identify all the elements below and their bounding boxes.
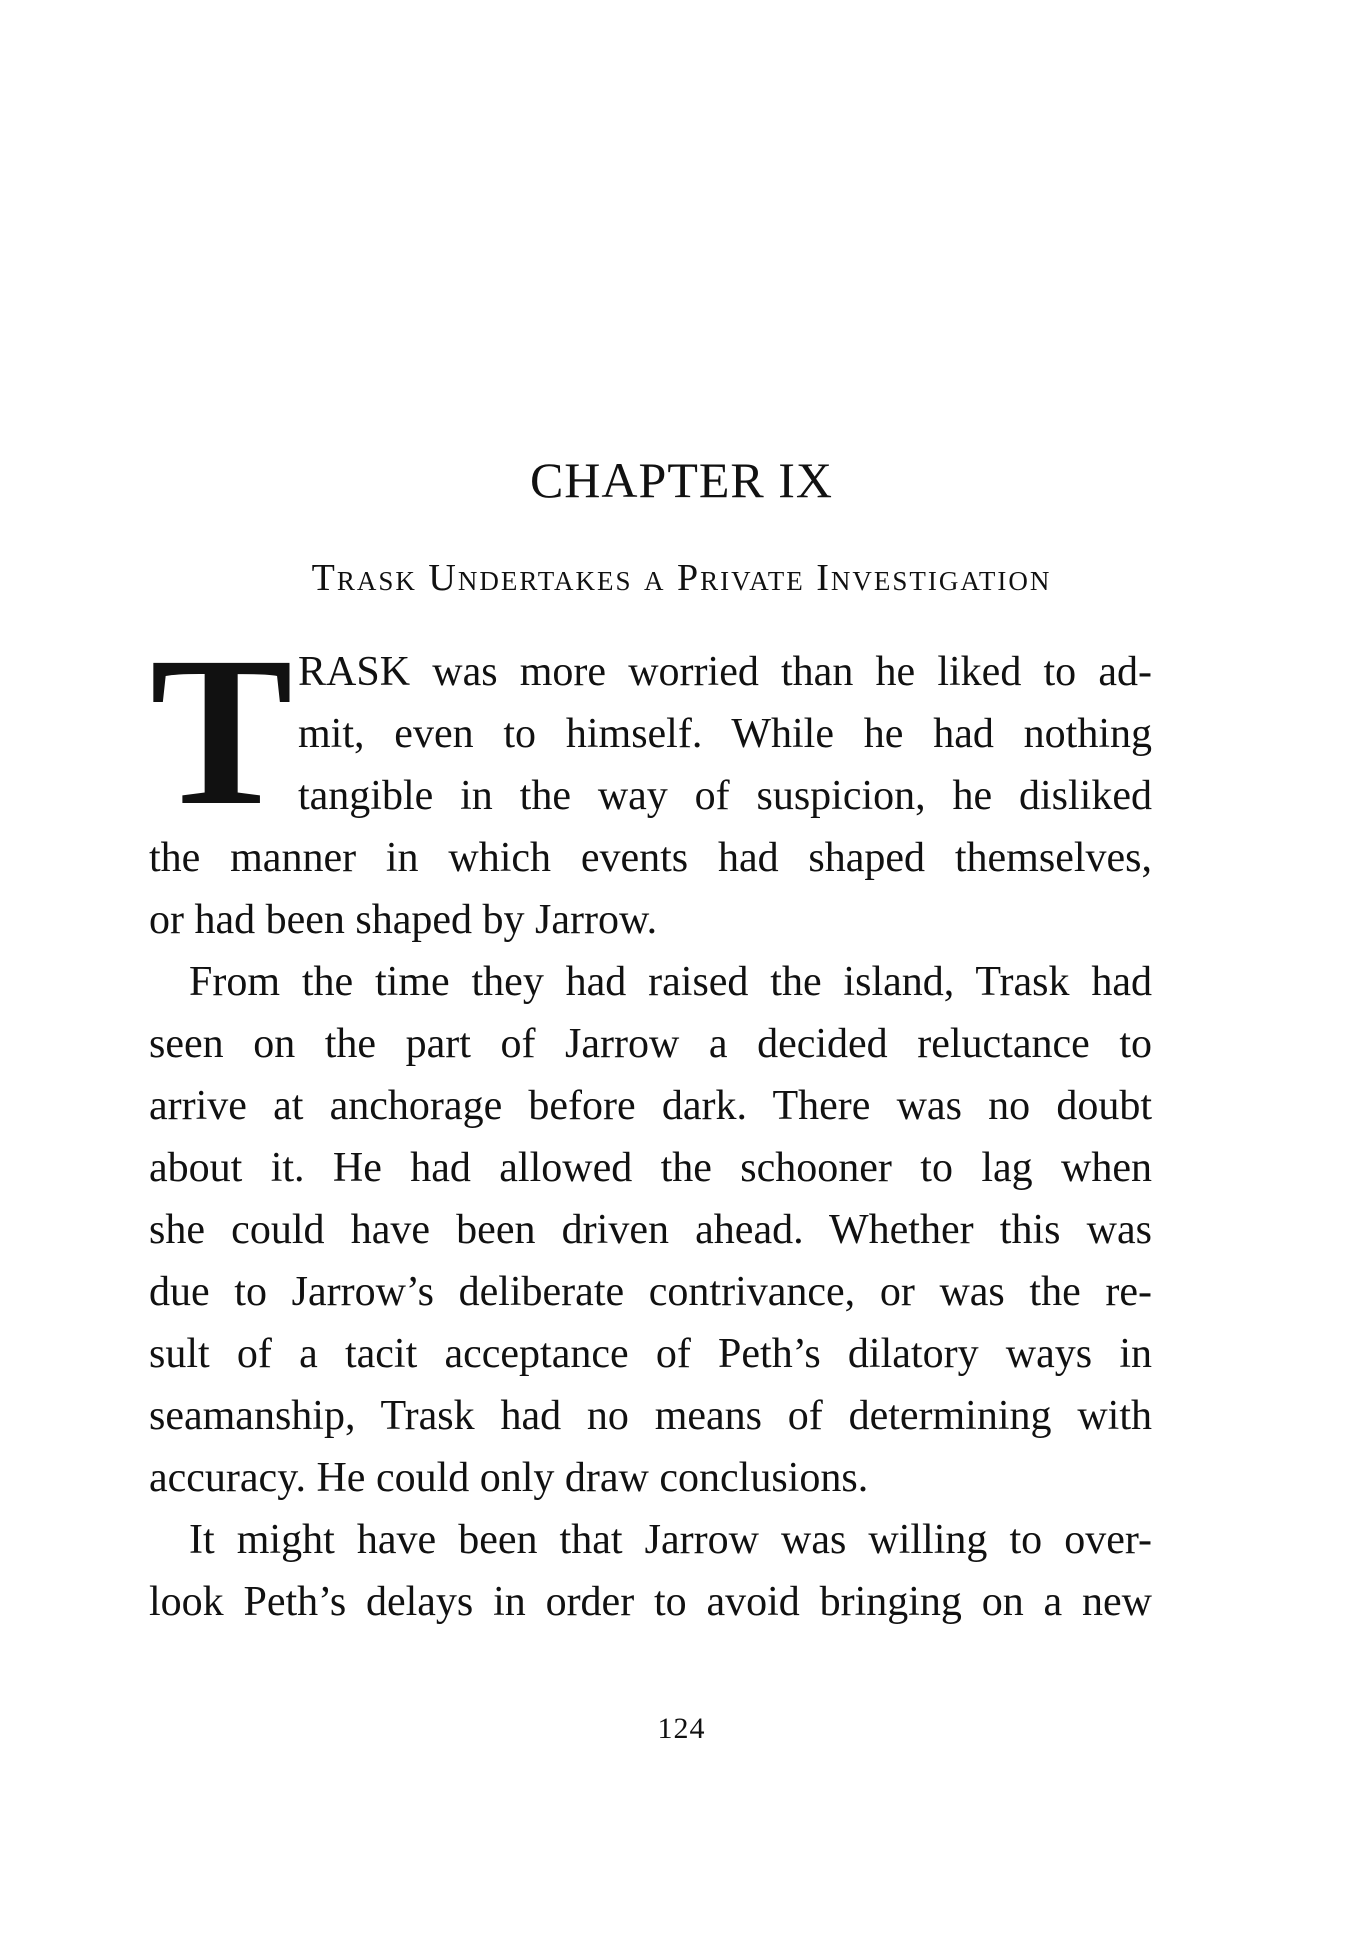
paragraph-1-line-4: the manner in which events had shaped themselves,: [149, 835, 1152, 881]
paragraph-2-line-7: sult of a tacit acceptance of Peth’s dilatory ways in: [149, 1331, 1152, 1377]
line-text: was more worried than he liked to ad-: [410, 649, 1152, 695]
paragraph-1-line-2: mit, even to himself. While he had nothing: [298, 711, 1152, 757]
chapter-subtitle: Trask Undertakes a Private Investigation: [311, 557, 1052, 599]
paragraph-2-line-8: seamanship, Trask had no means of determining with: [149, 1393, 1152, 1439]
paragraph-2-line-6: due to Jarrow’s deliberate contrivance, or was the re-: [149, 1269, 1152, 1315]
drop-cap: T: [150, 613, 293, 850]
paragraph-2-line-2: seen on the part of Jarrow a decided reluctance to: [149, 1021, 1152, 1067]
paragraph-1-line-1: [298, 647, 1152, 697]
paragraph-1-line-5: or had been shaped by Jarrow.: [149, 897, 658, 943]
paragraph-1-line-3: tangible in the way of suspicion, he disliked: [298, 773, 1152, 819]
paragraph-2-line-4: about it. He had allowed the schooner to lag when: [149, 1145, 1152, 1191]
paragraph-3-line-1: It might have been that Jarrow was willing to over-: [189, 1517, 1152, 1563]
paragraph-2-line-3: arrive at anchorage before dark. There was no doubt: [149, 1083, 1152, 1129]
chapter-heading: CHAPTER IX: [529, 452, 834, 508]
lead-in-text: RASK: [298, 649, 411, 695]
paragraph-2-line-5: she could have been driven ahead. Whether this was: [149, 1207, 1152, 1253]
paragraph-2-line-9: accuracy. He could only draw conclusions.: [149, 1455, 869, 1501]
page-number: 124: [657, 1712, 706, 1745]
paragraph-2-line-1: From the time they had raised the island, Trask had: [189, 959, 1152, 1005]
paragraph-3-line-2: look Peth’s delays in order to avoid bringing on a new: [149, 1579, 1152, 1625]
